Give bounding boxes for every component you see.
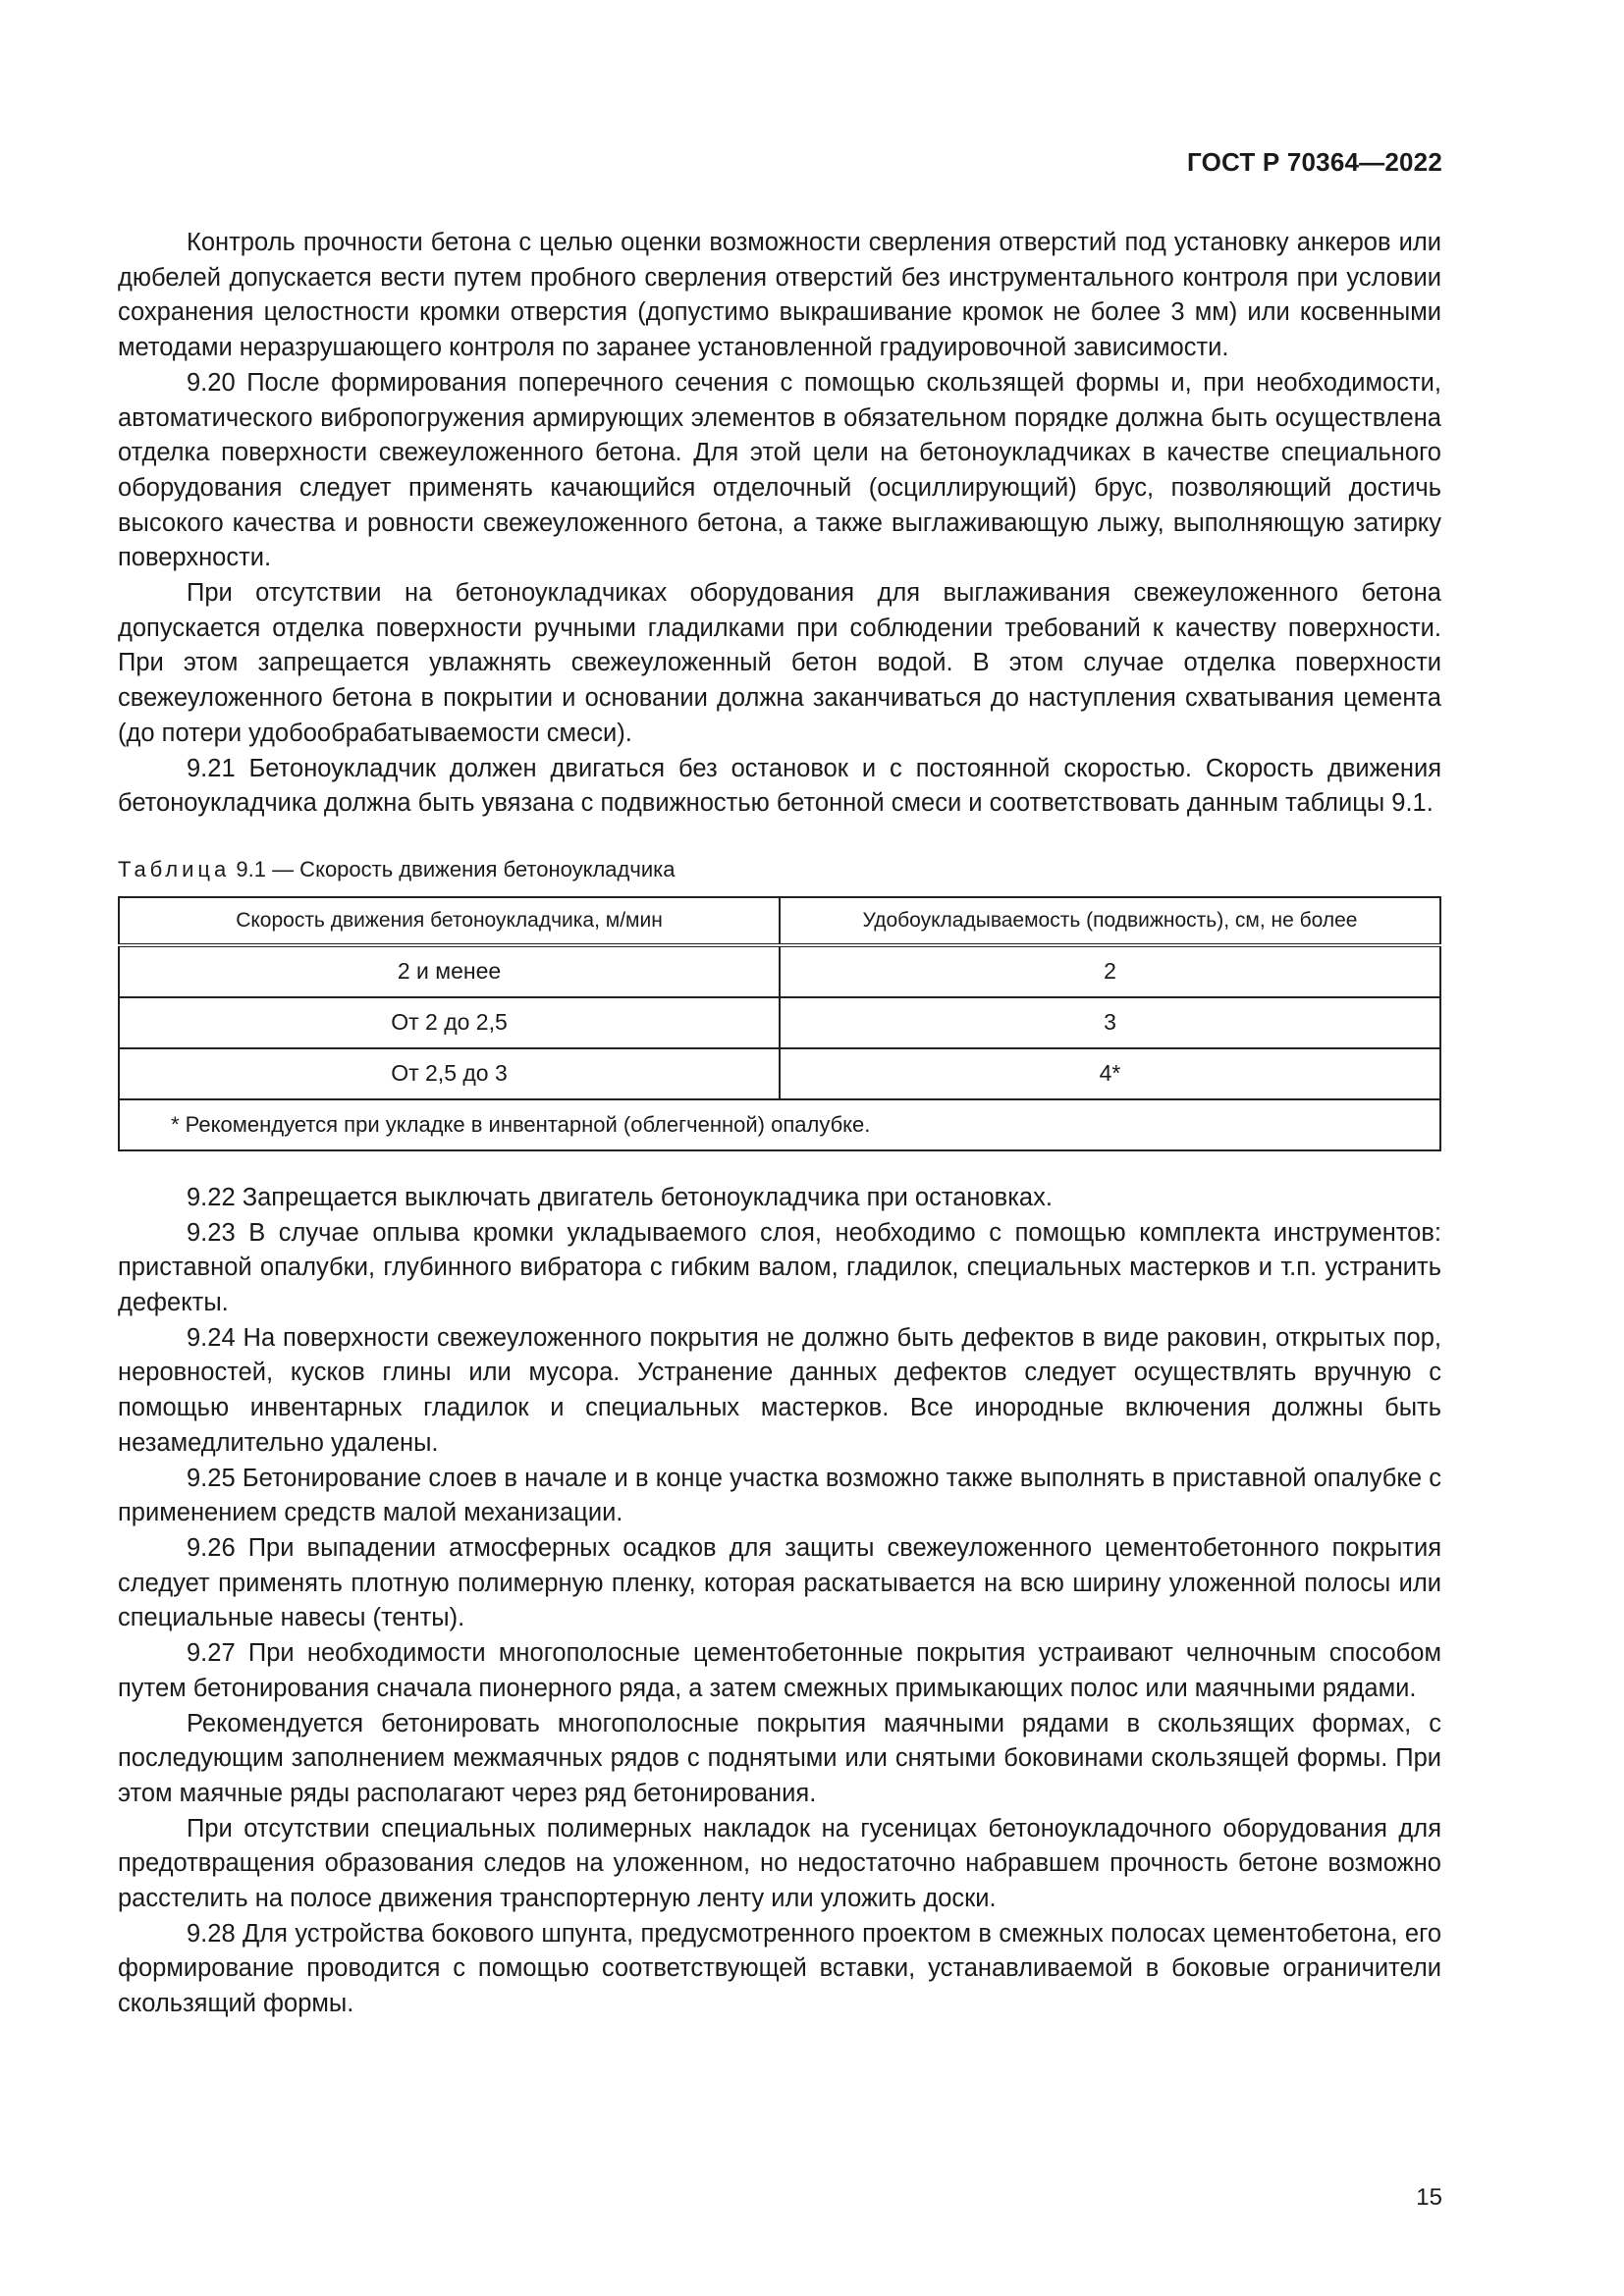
page-number: 15: [1416, 2184, 1442, 2211]
paragraph-9-27: 9.27 При необходимости многополосные цементобетонные покрытия устраивают челночным способом путем бетонирования сначала пионерного ряда, а затем смежных примыкающих полос или маячными рядами.: [118, 1639, 1441, 1702]
table-header-row: [119, 897, 1440, 945]
paragraph-9-20: 9.20 После формирования поперечного сечения с помощью скользящей формы и, при необходимости, автоматического вибропогружения армирующих элементов в обязательном порядке должна быть осуществлена отделка поверхности свежеуложенного бетона. Для этой цели на бетоноукладчиках в качестве специального оборудования следует применять качающийся отделочный (осциллирующий) брус, позволяющий достичь высокого качества и ровности свежеуложенного бетона, а также выглаживающую лыжу, выполняющую затирку поверхности.: [118, 368, 1441, 572]
table-row: [119, 1048, 1440, 1099]
table-cell: От 2 до 2,5: [119, 997, 780, 1048]
table-footnote: * Рекомендуется при укладке в инвентарной (облегченной) опалубке.: [119, 1099, 1440, 1150]
table-caption: [118, 857, 1441, 882]
paragraph-polymer-pads: При отсутствии специальных полимерных накладок на гусеницах бетоноукладочного оборудования для предотвращения образования следов на уложенном, но недостаточно набравшем прочность бетоне возможно расстелить на полосе движения транспортерную ленту или уложить доски.: [118, 1814, 1441, 1913]
table-cell: 4*: [780, 1048, 1440, 1099]
paragraph-9-23: 9.23 В случае оплыва кромки укладываемого слоя, необходимо с помощью комплекта инструментов: приставной опалубки, глубинного вибратора с гибким валом, гладилок, специальных мастерков и т.п. устранить дефекты.: [118, 1218, 1441, 1317]
paragraph-9-24: 9.24 На поверхности свежеуложенного покрытия не должно быть дефектов в виде раковин, открытых пор, неровностей, кусков глины или мусора. Устранение данных дефектов следует осуществлять вручную с помощью инвентарных гладилок и специальных мастерков. Все инородные включения должны быть незамедлительно удалены.: [118, 1323, 1441, 1457]
paragraph-9-21: 9.21 Бетоноукладчик должен двигаться без остановок и с постоянной скоростью. Скорость движения бетоноукладчика должна быть увязана с подвижностью бетонной смеси и соответствовать данным таблицы 9.1.: [118, 754, 1441, 818]
paragraph-9-28: 9.28 Для устройства бокового шпунта, предусмотренного проектом в смежных полосах цементобетона, его формирование проводится с помощью соответствующей вставки, устанавливаемой в боковые ограничители скользящий формы.: [118, 1919, 1441, 2018]
table-cell: От 2,5 до 3: [119, 1048, 780, 1099]
paragraph-9-26: 9.26 При выпадении атмосферных осадков для защиты свежеуложенного цементобетонного покрытия следует применять плотную полимерную пленку, которая раскатывается на всю ширину уложенной полосы или специальные навесы (тенты).: [118, 1533, 1441, 1632]
table-caption-title: 9.1 — Скорость движения бетоноукладчика: [230, 856, 676, 881]
page-body: [118, 226, 1441, 2022]
paragraph-finishing: При отсутствии на бетоноукладчиках оборудования для выглаживания свежеуложенного бетона допускается отделка поверхности ручными гладилками при соблюдении требований к качеству поверхности. При этом запрещается увлажнять свежеуложенный бетон водой. В этом случае отделка поверхности свежеуложенного бетона в покрытии и основании должна заканчиваться до наступления схватывания цемента (до потери удобообрабатываемости смеси).: [118, 579, 1441, 747]
table-caption-prefix: Таблица: [118, 856, 231, 881]
table-header-speed: Скорость движения бетоноукладчика, м/мин: [119, 897, 780, 945]
table-header-workability: Удобоукладываемость (подвижность), см, не более: [780, 897, 1440, 945]
document-header: ГОСТ Р 70364—2022: [1187, 147, 1442, 177]
table-cell: 3: [780, 997, 1440, 1048]
paragraph-9-25: 9.25 Бетонирование слоев в начале и в конце участка возможно также выполнять в приставной опалубке с применением средств малой механизации.: [118, 1464, 1441, 1527]
table-cell: 2 и менее: [119, 945, 780, 997]
paragraph-9-22: 9.22 Запрещается выключать двигатель бетоноукладчика при остановках.: [187, 1183, 1053, 1211]
section-after-table: [118, 1181, 1441, 2022]
table-row: [119, 997, 1440, 1048]
speed-table: [118, 896, 1441, 1151]
table-cell: 2: [780, 945, 1440, 997]
paragraph-control: Контроль прочности бетона с целью оценки возможности сверления отверстий под установку анкеров или дюбелей допускается вести путем пробного сверления отверстий без инструментального контроля при условии сохранения целостности кромки отверстия (допустимо выкрашивание кромок не более 3 мм) или косвенными методами неразрушающего контроля по заранее установленной градуировочной зависимости.: [118, 229, 1441, 362]
paragraph-recommendation: Рекомендуется бетонировать многополосные покрытия маячными рядами в скользящих формах, с последующим заполнением межмаячных рядов с поднятыми или снятыми боковинами скользящей формы. При этом маячные ряды располагают через ряд бетонирования.: [118, 1709, 1441, 1807]
table-note-row: [119, 1099, 1440, 1150]
table-row: [119, 945, 1440, 997]
